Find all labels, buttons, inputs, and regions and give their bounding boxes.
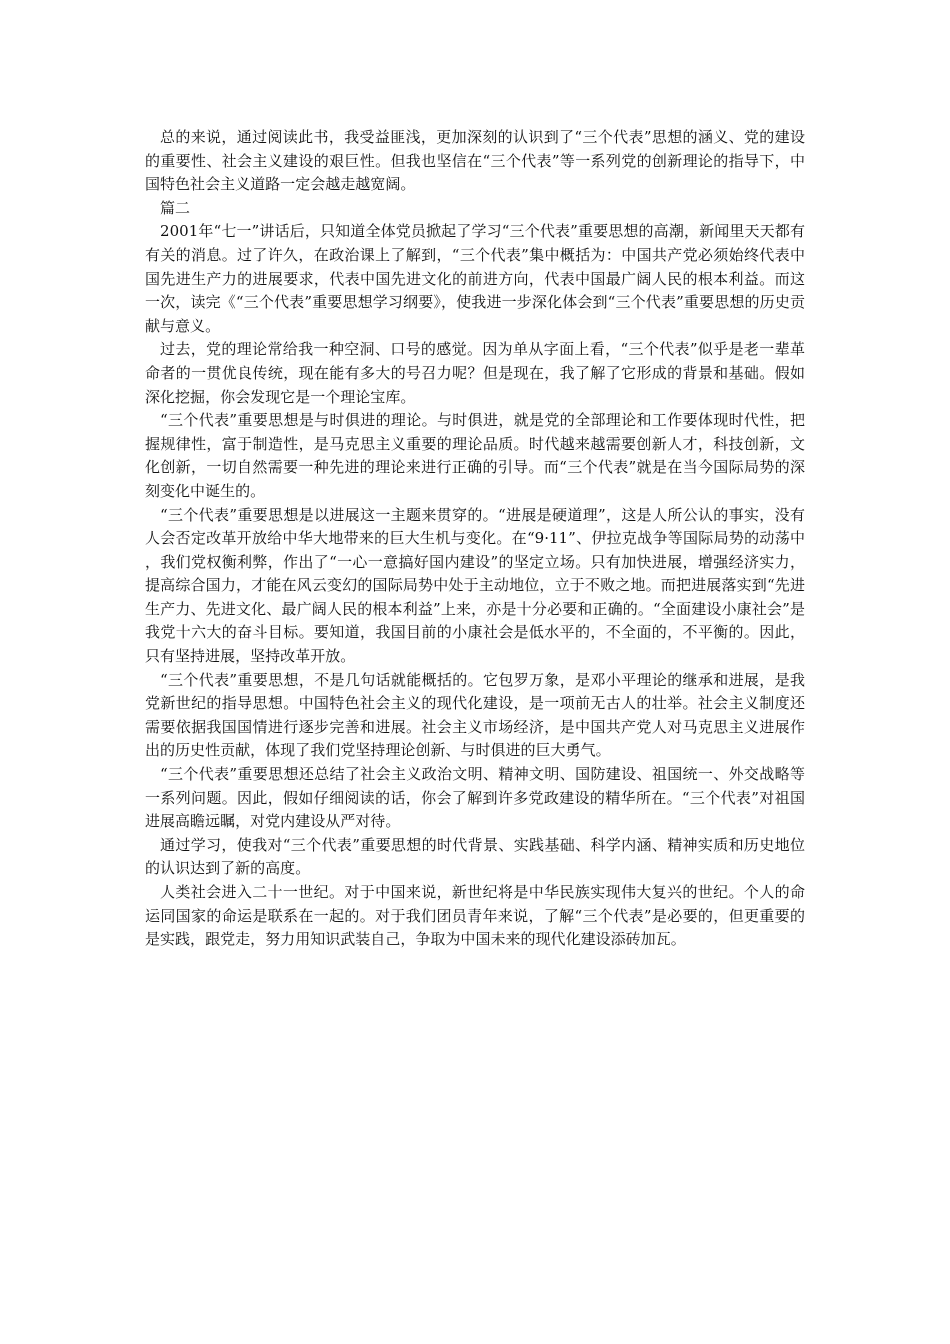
paragraph-summary-of-issues: “三个代表”重要思想还总结了社会主义政治文明、精神文明、国防建设、祖国统一、外交战略等一系列问题。因此，假如仔细阅读的话，你会了解到许多党政建设的精华所在。“三个代表”对祖国进展高瞻远瞩，对党内建设从严对待。 [145, 765, 805, 831]
section-heading-part-two: 篇二 [160, 198, 191, 217]
paragraph-2001-speech: 2001年“七一”讲话后，只知道全体党员掀起了学习“三个代表”重要思想的高潮，新闻里天天都有有关的消息。过了许久，在政治课上了解到，“三个代表”集中概括为：中国共产党必须始终代表中国先进生产力的进展要求，代表中国先进文化的前进方向，代表中国最广阔人民的根本利益。而这一次，读完《“三个代表”重要思想学习纲要》，使我进一步深化体会到“三个代表”重要思想的历史贡献与意义。 [145, 222, 805, 335]
paragraph-twenty-first-century: 人类社会进入二十一世纪。对于中国来说，新世纪将是中华民族实现伟大复兴的世纪。个人的命运同国家的命运是联系在一起的。对于我们团员青年来说，了解“三个代表”是必要的，但更重要的是实践，跟党走，努力用知识武装自己，争取为中国未来的现代化建设添砖加瓦。 [145, 883, 805, 949]
paragraph-keeping-pace: “三个代表”重要思想是与时俱进的理论。与时俱进，就是党的全部理论和工作要体现时代性，把握规律性，富于制造性，是马克思主义重要的理论品质。时代越来越需要创新人才，科技创新，文化创新，一切自然需要一种先进的理论来进行正确的引导。而“三个代表”就是在当今国际局势的深刻变化中诞生的。 [145, 411, 805, 500]
paragraph-learning-result: 通过学习，使我对“三个代表”重要思想的时代背景、实践基础、科学内涵、精神实质和历史地位的认识达到了新的高度。 [145, 835, 805, 878]
paragraph-past-impression: 过去，党的理论常给我一种空洞、口号的感觉。因为单从字面上看，“三个代表”似乎是老一辈革命者的一贯优良传统，现在能有多大的号召力呢？但是现在，我了解了它形成的背景和基础。假如深化挖掘，你会发现它是一个理论宝库。 [145, 340, 805, 406]
paragraph-guiding-thought: “三个代表”重要思想，不是几句话就能概括的。它包罗万象，是邓小平理论的继承和进展，是我党新世纪的指导思想。中国特色社会主义的现代化建设，是一项前无古人的壮举。社会主义制度还需要依据我国国情进行逐步完善和进展。社会主义市场经济，是中国共产党人对马克思主义进展作出的历史性贡献，体现了我们党坚持理论创新、与时俱进的巨大勇气。 [145, 670, 805, 760]
document-body [145, 126, 805, 952]
paragraph-development-theme: “三个代表”重要思想是以进展这一主题来贯穿的。“进展是硬道理”，这是人所公认的事实，没有人会否定改革开放给中华大地带来的巨大生机与变化。在“9·11”、伊拉克战争等国际局势的动荡中，我们党权衡利弊，作出了“一心一意搞好国内建设”的坚定立场。只有加快进展，增强经济实力，提高综合国力，才能在风云变幻的国际局势中处于主动地位，立于不败之地。而把进展落实到“先进生产力、先进文化、最广阔人民的根本利益”上来，亦是十分必要和正确的。“全面建设小康社会”是我党十六大的奋斗目标。要知道，我国目前的小康社会是低水平的，不全面的，不平衡的。因此，只有坚持进展，坚持改革开放。 [145, 505, 805, 666]
paragraph-summary: 总的来说，通过阅读此书，我受益匪浅，更加深刻的认识到了“三个代表”思想的涵义、党的建设的重要性、社会主义建设的艰巨性。但我也坚信在“三个代表”等一系列党的创新理论的指导下，中国特色社会主义道路一定会越走越宽阔。 [145, 128, 805, 194]
